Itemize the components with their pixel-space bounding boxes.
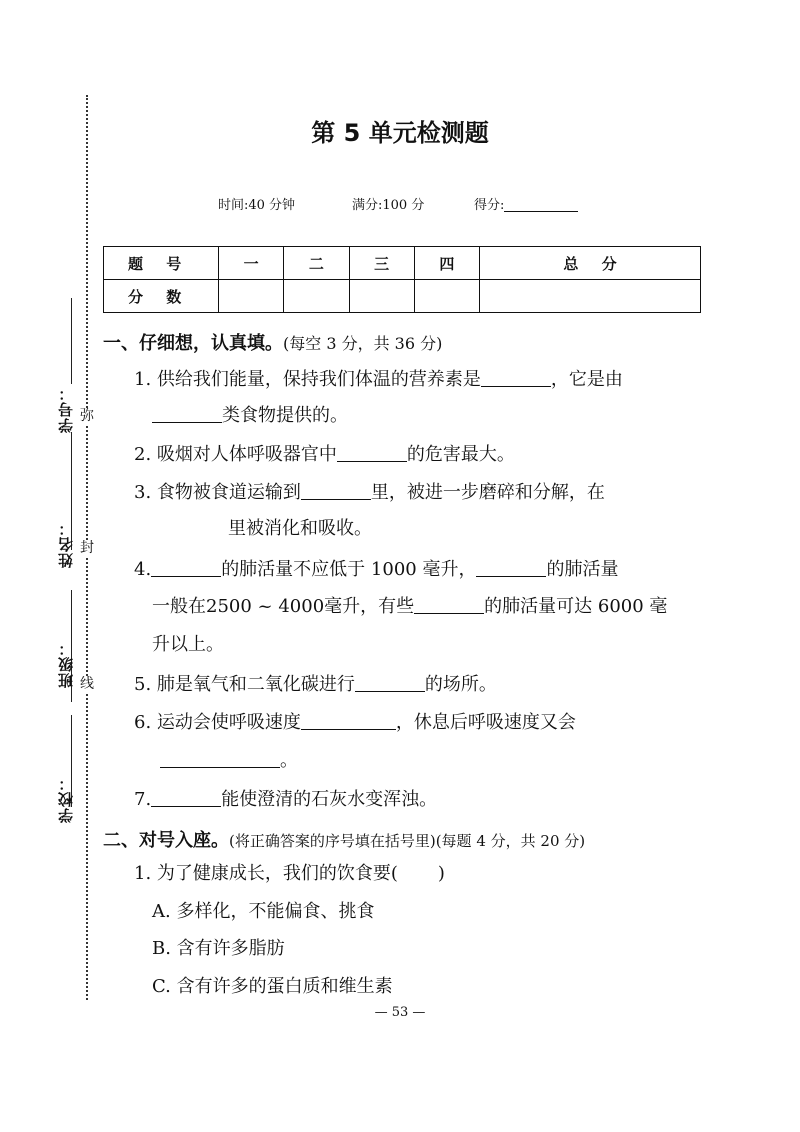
seal-char-feng: 封 [80,540,94,556]
question-3-line-1 [134,481,605,505]
answer-blank[interactable] [476,558,546,577]
question-6-line-2 [160,749,298,773]
score-table-score-row [104,280,701,313]
class-label: 班级： [57,640,75,688]
score-input-cell[interactable] [284,280,349,313]
question-5 [134,673,497,697]
question-text: 里被消化和吸收。 [228,518,372,539]
question-1-line-2 [152,404,348,428]
score-table [103,246,701,313]
question-text: 升以上。 [152,634,224,655]
option-b: B. 含有许多脂肪 [152,938,285,959]
question-7 [134,788,437,812]
question-text: 7. [134,789,152,810]
name-label: 姓名： [57,520,75,568]
full-score-info: 满分:100 分 [352,198,425,213]
answer-blank[interactable] [151,558,221,577]
question-text: ) [437,863,445,884]
score-table-cell: 总 分 [480,247,701,280]
student-id-blank[interactable] [71,298,72,384]
section-1-note: (每空 3 分，共 36 分) [283,334,443,353]
section-2-heading: 二、对号入座。 [103,830,229,851]
section-2-question-1 [134,862,445,886]
answer-blank[interactable] [481,368,551,387]
question-text: 1. 为了健康成长，我们的饮食要( [134,863,398,884]
score-label: 得分: [474,198,505,213]
page-number: — 53 — [374,1005,426,1020]
score-table-cell: 三 [349,247,414,280]
question-text: 的肺活量 [546,559,619,580]
question-2 [134,443,515,467]
question-6-line-1 [134,711,576,735]
section-1-heading: 一、仔细想，认真填。 [103,333,283,354]
score-table-cell: 一 [219,247,284,280]
section-2-title [103,826,585,852]
question-text: 3. 食物被食道运输到 [134,482,301,503]
question-text: 6. 运动会使呼吸速度 [134,712,301,733]
question-1-line-1 [134,368,623,392]
score-input-cell[interactable] [414,280,479,313]
question-text: 类食物提供的。 [222,405,348,426]
answer-blank[interactable] [355,673,425,692]
option-a: A. 多样化，不能偏食、挑食 [152,901,375,922]
question-4-line-2 [152,595,667,619]
question-text: 里，被进一步磨碎和分解，在 [370,482,605,503]
question-text: 的危害最大。 [406,444,515,465]
answer-blank[interactable] [160,749,280,768]
answer-blank[interactable] [151,788,221,807]
question-text: 能使澄清的石灰水变浑浊。 [221,789,438,810]
question-text: 的场所。 [424,674,497,695]
seal-char-mi: 弥 [80,408,94,424]
question-text: 5. 肺是氧气和二氧化碳进行 [134,674,355,695]
score-table-header-row [104,247,701,280]
question-3-line-2 [228,517,372,541]
score-table-cell: 题 号 [104,247,219,280]
option-c: C. 含有许多的蛋白质和维生素 [152,976,393,997]
score-table-cell: 四 [414,247,479,280]
question-text: 的肺活量可达 6000 毫 [484,596,668,617]
page-title: 第 5 单元检测题 [311,119,489,147]
section-1-title [103,329,442,355]
score-input-cell[interactable] [349,280,414,313]
answer-blank[interactable] [301,481,371,500]
question-text: 2. 吸烟对人体呼吸器官中 [134,444,337,465]
question-text: 4. [134,559,152,580]
answer-blank[interactable] [152,404,222,423]
answer-blank[interactable] [337,443,407,462]
time-info: 时间:40 分钟 [218,198,296,213]
question-4-line-3 [152,633,224,657]
score-input-cell[interactable] [219,280,284,313]
question-4-line-1 [134,558,618,582]
question-text: 。 [280,750,298,771]
question-text: 的肺活量不应低于 1000 毫升， [221,559,477,580]
school-label: 学校： [57,775,75,823]
score-table-cell: 二 [284,247,349,280]
section-2-note: (将正确答案的序号填在括号里)(每题 4 分，共 20 分) [229,832,586,850]
seal-char-xian: 线 [80,676,94,692]
score-blank[interactable] [504,199,578,212]
question-text: 一般在2500 ~ 4000毫升，有些 [152,596,415,617]
answer-blank[interactable] [414,595,484,614]
student-id-label: 学号： [57,385,75,433]
answer-blank[interactable] [301,711,396,730]
question-text: 1. 供给我们能量，保持我们体温的营养素是 [134,369,481,390]
score-field [474,194,578,213]
score-input-cell[interactable] [480,280,701,313]
question-text: ，它是由 [550,369,623,390]
score-table-cell: 分 数 [104,280,219,313]
question-text: ，休息后呼吸速度又会 [395,712,576,733]
